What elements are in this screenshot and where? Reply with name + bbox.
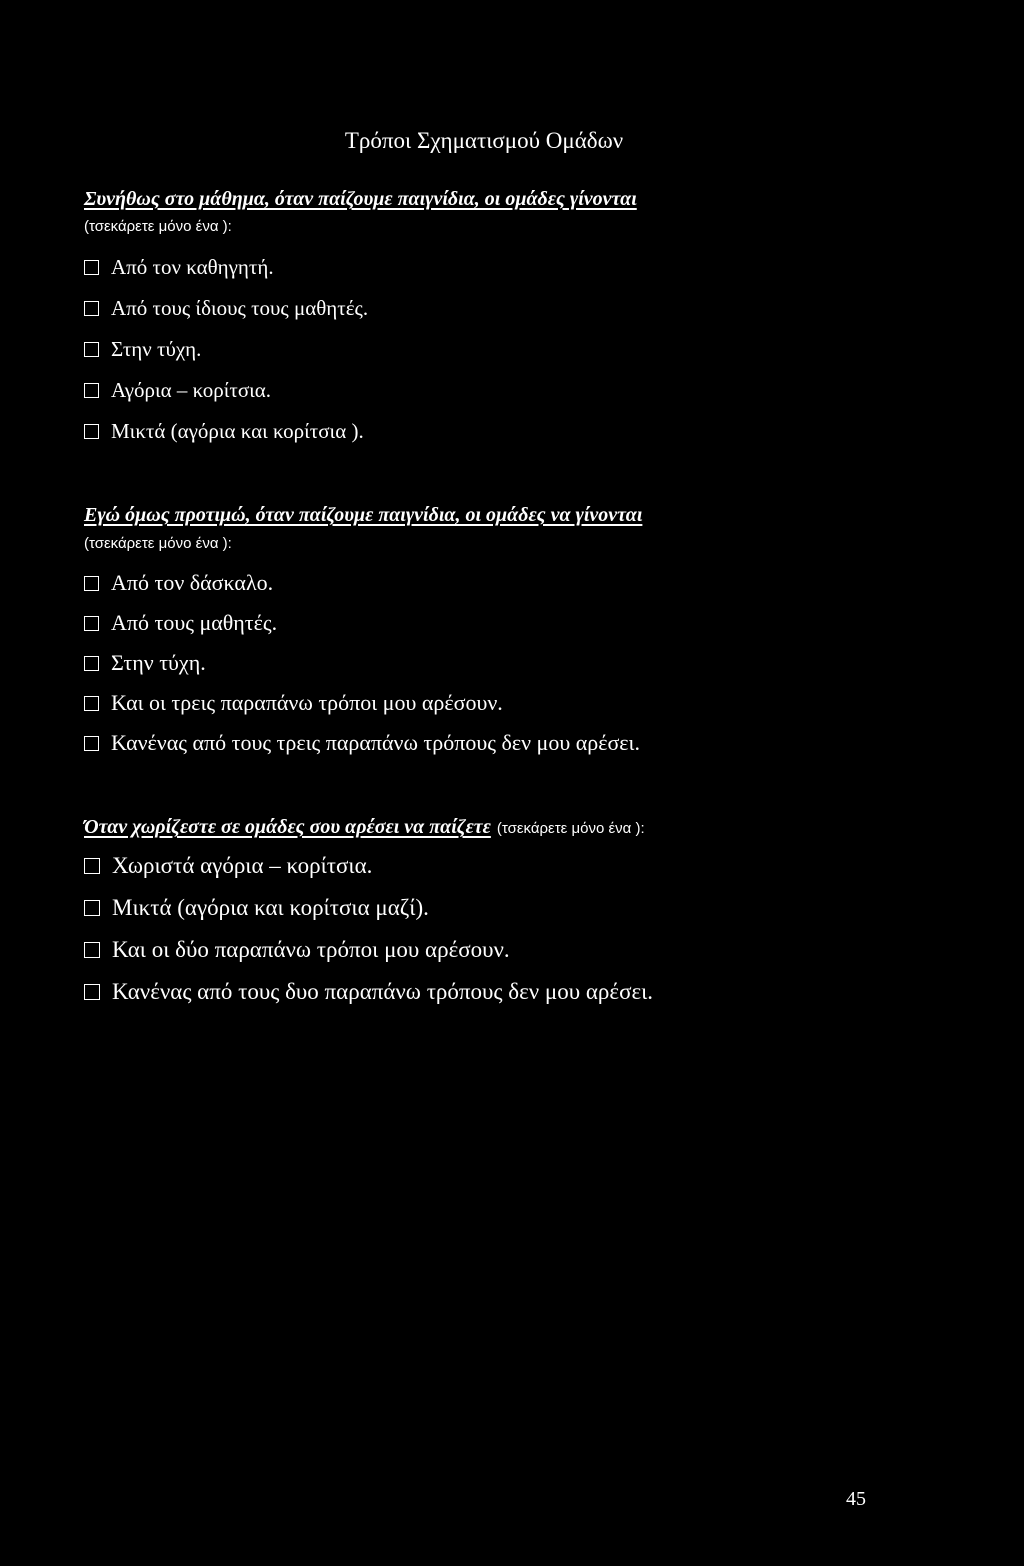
instruction-text: (τσεκάρετε μόνο ένα ):	[84, 218, 232, 235]
checkbox[interactable]	[84, 260, 99, 275]
option-label: Από τον καθηγητή.	[111, 255, 274, 279]
option-item	[84, 329, 864, 370]
question-section-preferred-grouping	[84, 503, 864, 763]
option-item	[84, 247, 864, 288]
instruction-text: (τσεκάρετε μόνο ένα ):	[84, 535, 232, 552]
option-item	[84, 370, 864, 411]
checkbox[interactable]	[84, 301, 99, 316]
option-item	[84, 563, 864, 603]
option-label: Και οι τρεις παραπάνω τρόποι μου αρέσουν.	[111, 690, 503, 715]
checkbox[interactable]	[84, 383, 99, 398]
option-item	[84, 288, 864, 329]
options-list	[84, 845, 864, 1013]
option-label: Από τους μαθητές.	[111, 610, 278, 635]
checkbox[interactable]	[84, 900, 100, 916]
page-number: 45	[846, 1488, 866, 1510]
options-list	[84, 247, 864, 452]
instruction-text: (τσεκάρετε μόνο ένα ):	[496, 820, 645, 837]
checkbox[interactable]	[84, 736, 99, 751]
checkbox[interactable]	[84, 696, 99, 711]
checkbox[interactable]	[84, 984, 100, 1000]
option-label: Από τους ίδιους τους μαθητές.	[111, 296, 369, 320]
page-title: Τρόποι Σχηματισμού Ομάδων	[344, 128, 624, 153]
option-item	[84, 845, 864, 887]
option-item	[84, 683, 864, 723]
option-item	[84, 971, 864, 1013]
option-label: Κανένας από τους τρεις παραπάνω τρόπους δεν μου αρέσει.	[111, 730, 640, 755]
option-item	[84, 603, 864, 643]
question-section-usual-grouping	[84, 187, 864, 452]
checkbox[interactable]	[84, 342, 99, 357]
option-label: Στην τύχη.	[111, 650, 206, 675]
option-label: Χωριστά αγόρια – κορίτσια.	[112, 853, 373, 878]
option-label: Μικτά (αγόρια και κορίτσια μαζί).	[112, 895, 429, 920]
option-label: Από τον δάσκαλο.	[111, 570, 274, 595]
question-section-mixed-teams	[84, 815, 864, 1013]
checkbox[interactable]	[84, 656, 99, 671]
question-heading: Εγώ όμως προτιμώ, όταν παίζουμε παιγνίδια, οι ομάδες να γίνονται	[84, 504, 643, 526]
question-heading: Όταν χωρίζεστε σε ομάδες σου αρέσει να παίζετε	[84, 816, 491, 838]
question-heading-line	[84, 815, 864, 839]
option-label: Μικτά (αγόρια και κορίτσια ).	[111, 419, 364, 443]
checkbox[interactable]	[84, 424, 99, 439]
option-item	[84, 643, 864, 683]
question-heading: Συνήθως στο μάθημα, όταν παίζουμε παιγνίδια, οι ομάδες γίνονται	[84, 188, 637, 210]
options-list	[84, 563, 864, 763]
option-item	[84, 929, 864, 971]
checkbox[interactable]	[84, 858, 100, 874]
option-item	[84, 723, 864, 763]
checkbox[interactable]	[84, 942, 100, 958]
option-label: Στην τύχη.	[111, 337, 202, 361]
option-label: Κανένας από τους δυο παραπάνω τρόπους δεν μου αρέσει.	[112, 979, 654, 1004]
option-item	[84, 887, 864, 929]
checkbox[interactable]	[84, 616, 99, 631]
checkbox[interactable]	[84, 576, 99, 591]
option-label: Και οι δύο παραπάνω τρόποι μου αρέσουν.	[112, 937, 510, 962]
option-item	[84, 411, 864, 452]
option-label: Αγόρια – κορίτσια.	[111, 378, 272, 402]
